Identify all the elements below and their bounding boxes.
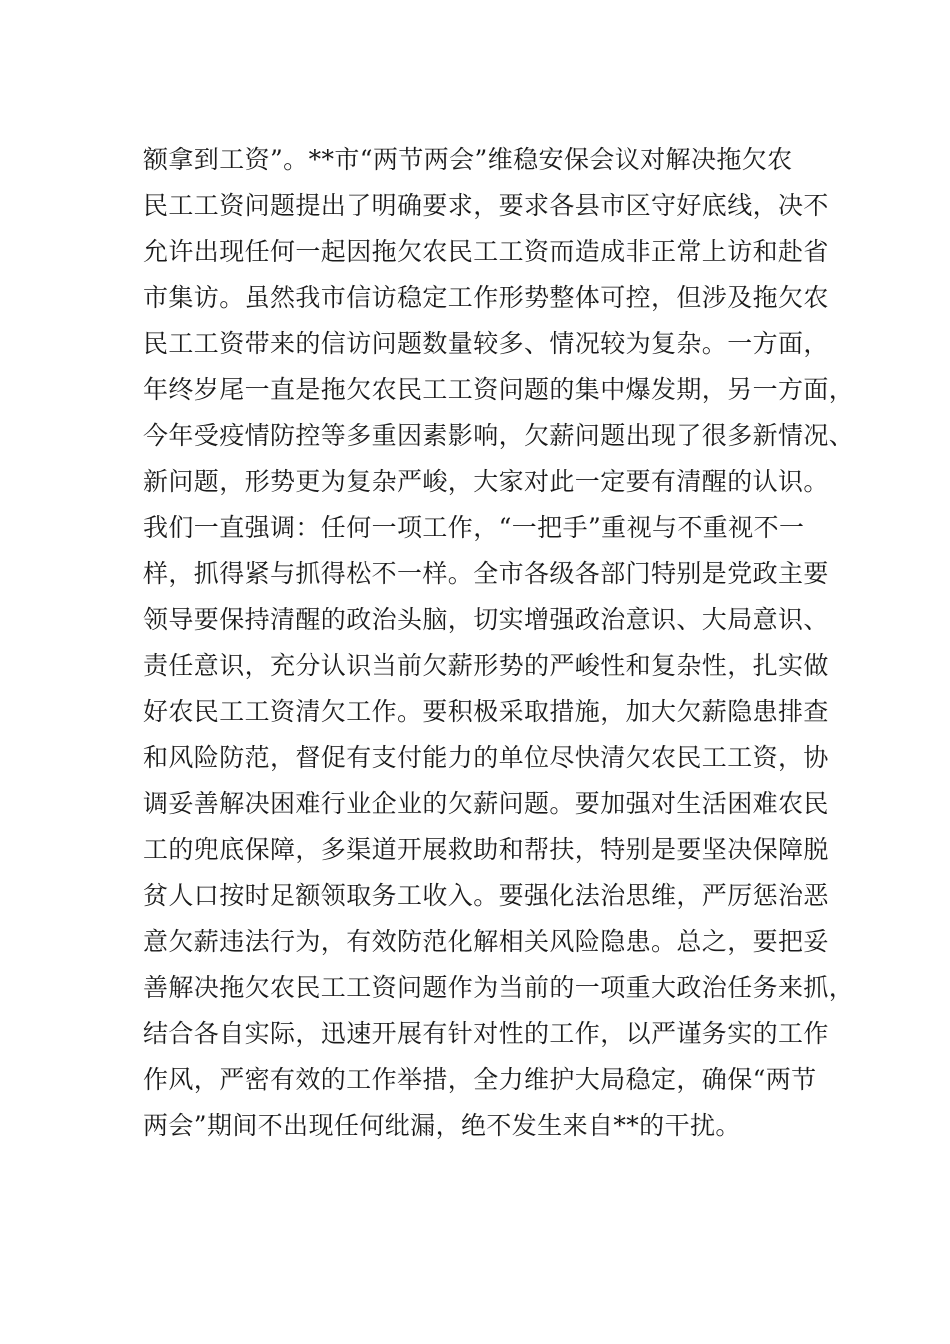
text-line: 结合各自实际，迅速开展有针对性的工作，以严谨务实的工作 <box>143 1019 829 1048</box>
text-line: 年终岁尾一直是拖欠农民工工资问题的集中爆发期，另一方面， <box>143 375 855 404</box>
text-line: 民工工资问题提出了明确要求，要求各县市区守好底线，决不 <box>143 191 829 220</box>
text-line: 允许出现任何一起因拖欠农民工工资而造成非正常上访和赴省 <box>143 237 829 266</box>
text-line: 额拿到工资”。**市“两节两会”维稳安保会议对解决拖欠农 <box>143 145 793 174</box>
text-line: 善解决拖欠农民工工资问题作为当前的一项重大政治任务来抓， <box>143 973 855 1002</box>
text-line: 今年受疫情防控等多重因素影响，欠薪问题出现了很多新情况、 <box>143 421 855 450</box>
text-line: 工的兜底保障，多渠道开展救助和帮扶，特别是要坚决保障脱 <box>143 835 829 864</box>
text-line: 意欠薪违法行为，有效防范化解相关风险隐患。总之，要把妥 <box>143 927 829 956</box>
text-line: 样，抓得紧与抓得松不一样。全市各级各部门特别是党政主要 <box>143 559 829 588</box>
text-line: 贫人口按时足额领取务工收入。要强化法治思维，严厉惩治恶 <box>143 881 829 910</box>
text-line: 调妥善解决困难行业企业的欠薪问题。要加强对生活困难农民 <box>143 789 829 818</box>
body-paragraph <box>143 137 855 1149</box>
text-line: 和风险防范，督促有支付能力的单位尽快清欠农民工工资，协 <box>143 743 829 772</box>
text-line: 责任意识，充分认识当前欠薪形势的严峻性和复杂性，扎实做 <box>143 651 829 680</box>
text-line: 新问题，形势更为复杂严峻，大家对此一定要有清醒的认识。 <box>143 467 829 496</box>
text-line: 我们一直强调：任何一项工作，“一把手”重视与不重视不一 <box>143 513 805 542</box>
text-line: 两会”期间不出现任何纰漏，绝不发生来自**的干扰。 <box>143 1111 741 1140</box>
text-line: 好农民工工资清欠工作。要积极采取措施，加大欠薪隐患排查 <box>143 697 829 726</box>
text-line: 领导要保持清醒的政治头脑，切实增强政治意识、大局意识、 <box>143 605 829 634</box>
text-line: 市集访。虽然我市信访稳定工作形势整体可控，但涉及拖欠农 <box>143 283 829 312</box>
text-line: 作风，严密有效的工作举措，全力维护大局稳定，确保“两节 <box>143 1065 817 1094</box>
text-line: 民工工资带来的信访问题数量较多、情况较为复杂。一方面， <box>143 329 829 358</box>
